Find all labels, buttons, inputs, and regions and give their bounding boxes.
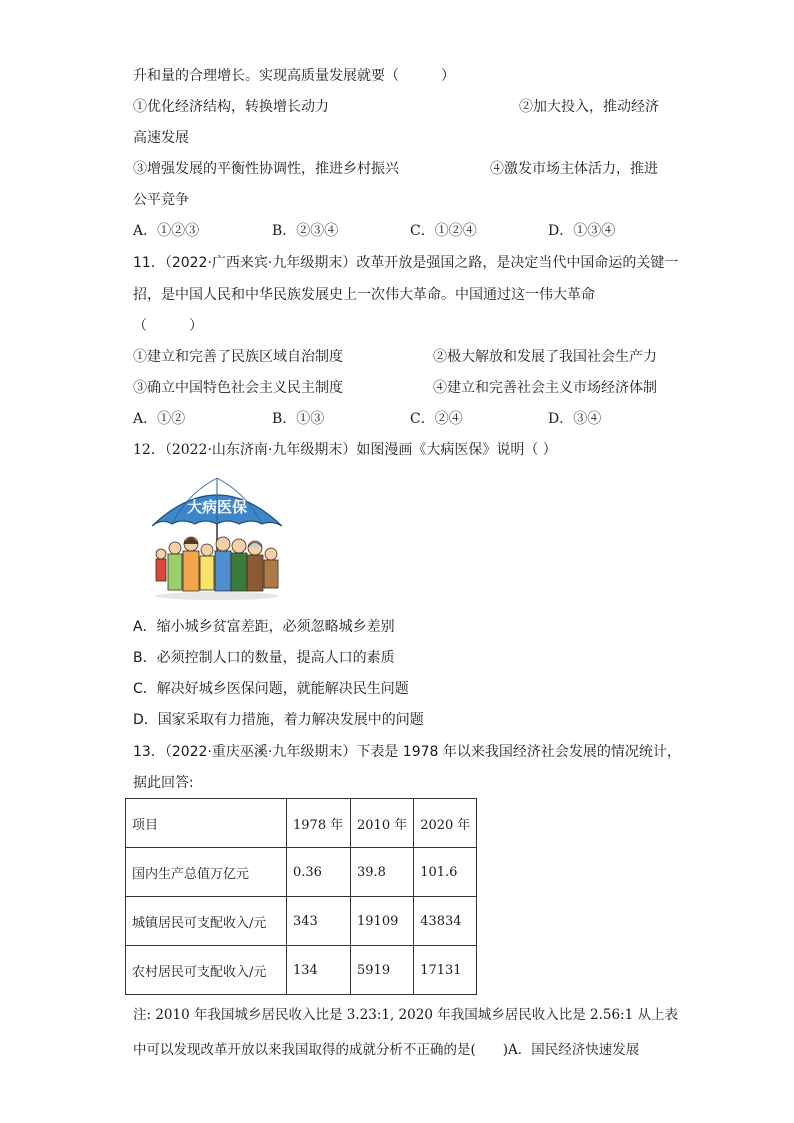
table-cell: 国内生产总值万亿元 (126, 848, 287, 897)
q10-choice-c[interactable]: C．①②④ (410, 223, 477, 239)
q12-choice-b[interactable]: B．必须控制人口的数量，提高人口的素质 (133, 650, 395, 666)
q10-option-4-cont: 公平竞争 (133, 192, 189, 208)
table-cell: 5919 (351, 946, 414, 995)
table-row (126, 946, 477, 995)
table-cell: 43834 (414, 897, 477, 946)
table-cell: 17131 (414, 946, 477, 995)
table-cell: 城镇居民可支配收入/元 (126, 897, 287, 946)
q11-stem-line2: 招，是中国人民和中华民族发展史上一次伟大革命。中国通过这一伟大革命 (133, 287, 595, 303)
q11-option-4: ④建立和完善社会主义市场经济体制 (433, 380, 657, 396)
q11-choice-c[interactable]: C．②④ (410, 411, 463, 427)
q11-stem-blank: （ ） (133, 318, 203, 334)
q11-option-3: ③确立中国特色社会主义民主制度 (133, 380, 343, 396)
q11-option-1: ①建立和完善了民族区域自治制度 (133, 349, 343, 365)
q12-choice-d[interactable]: D．国家采取有力措施，着力解决发展中的问题 (133, 712, 424, 728)
q13-note-line1: 注: 2010 年我国城乡居民收入比是 3.23:1, 2020 年我国城乡居民收入比是 2.56:1 从上表 (133, 1007, 678, 1023)
q11-choice-a[interactable]: A．①② (133, 411, 186, 427)
table-header-cell: 1978 年 (287, 799, 351, 848)
q10-option-1: ①优化经济结构，转换增长动力 (133, 99, 329, 115)
table-header-cell: 2020 年 (414, 799, 477, 848)
q10-option-2: ②加大投入，推动经济 (519, 99, 659, 115)
q13-stem-line1: 13．（2022·重庆巫溪·九年级期末）下表是 1978 年以来我国经济社会发展的情况统计， (133, 744, 681, 760)
q11-option-2: ②极大解放和发展了我国社会生产力 (433, 349, 657, 365)
q10-stem: 升和量的合理增长。实现高质量发展就要（ ） (133, 68, 455, 84)
q10-choice-b[interactable]: B．②③④ (272, 223, 339, 239)
q10-option-2-cont: 高速发展 (133, 130, 189, 146)
q11-choice-b[interactable]: B．①③ (272, 411, 325, 427)
q10-option-4: ④激发市场主体活力，推进 (490, 161, 658, 177)
table-cell: 19109 (351, 897, 414, 946)
table-cell: 39.8 (351, 848, 414, 897)
health-insurance-cartoon (147, 474, 287, 604)
q12-choice-a[interactable]: A．缩小城乡贫富差距，必须忽略城乡差别 (133, 619, 395, 635)
table-row (126, 848, 477, 897)
table-header-cell: 项目 (126, 799, 287, 848)
table-header-row (126, 799, 477, 848)
q10-option-3: ③增强发展的平衡性协调性，推进乡村振兴 (133, 161, 399, 177)
economic-stats-table (125, 798, 477, 995)
table-cell: 101.6 (414, 848, 477, 897)
q11-stem-line1: 11．（2022·广西来宾·九年级期末）改革开放是强国之路，是决定当代中国命运的关键一 (133, 255, 679, 271)
table-row (126, 897, 477, 946)
q10-choice-a[interactable]: A．①②③ (133, 223, 200, 239)
q11-choice-d[interactable]: D．③④ (548, 411, 602, 427)
cartoon-umbrella-label: 大病医保 (186, 498, 248, 516)
q13-note-line2: 中可以发现改革开放以来我国取得的成就分析不正确的是( )A．国民经济快速发展 (133, 1042, 640, 1058)
table-header-cell: 2010 年 (351, 799, 414, 848)
table-cell: 农村居民可支配收入/元 (126, 946, 287, 995)
q12-choice-c[interactable]: C．解决好城乡医保问题，就能解决民生问题 (133, 681, 409, 697)
q10-choice-d[interactable]: D．①③④ (548, 223, 616, 239)
q12-stem: 12．（2022·山东济南·九年级期末）如图漫画《大病医保》说明（ ） (133, 442, 557, 458)
q13-stem-line2: 据此回答: (133, 775, 194, 791)
table-cell: 134 (287, 946, 351, 995)
table-cell: 343 (287, 897, 351, 946)
table-cell: 0.36 (287, 848, 351, 897)
